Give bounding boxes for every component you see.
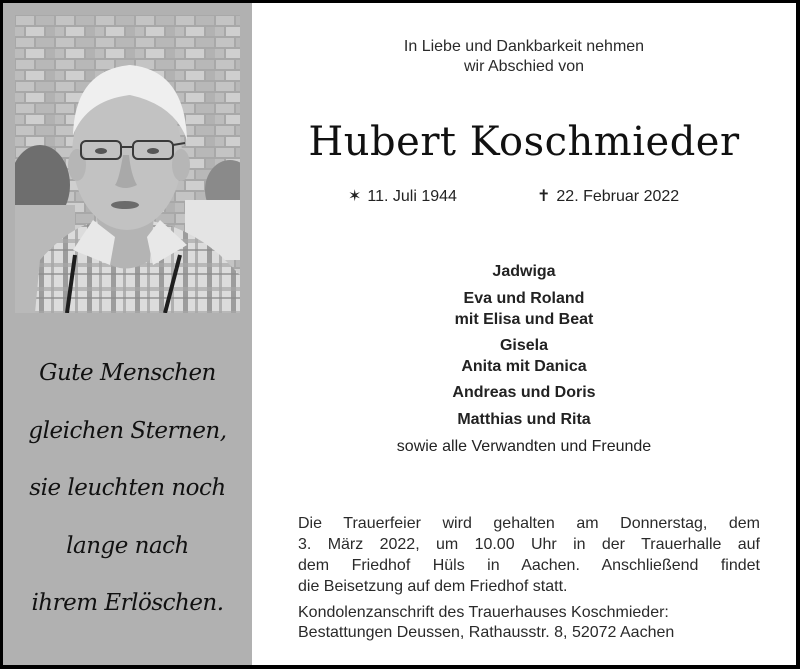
death-date-text: 22. Februar 2022 <box>556 188 680 205</box>
main-content <box>252 3 796 665</box>
mourner-line: Anita mit Danica <box>461 358 587 375</box>
funeral-details-line: 3. März 2022, um 10.00 Uhr in der Trauerhalle auf <box>298 536 760 553</box>
funeral-details-line: die Beisetzung auf dem Friedhof statt. <box>298 578 568 595</box>
quote-line: gleichen Sternen, <box>28 417 227 444</box>
birth-date-text: 11. Juli 1944 <box>367 188 457 205</box>
quote-line: ihrem Erlöschen. <box>31 590 224 616</box>
obituary-notice <box>3 3 796 665</box>
condolence-line-1: Kondolenzanschrift des Trauerhauses Koschmieder: <box>298 604 669 621</box>
mourner-group <box>252 382 796 403</box>
mourner-group <box>252 409 796 430</box>
portrait-photo <box>15 15 240 313</box>
mourner-line: Andreas und Doris <box>452 384 596 401</box>
deceased-name: Hubert Koschmieder <box>308 119 740 165</box>
mourner-line: Jadwiga <box>492 263 556 280</box>
quote-line: lange nach <box>66 532 189 559</box>
cross-icon: ✝ <box>537 188 551 205</box>
mourner-line: mit Elisa und Beat <box>454 311 594 328</box>
mourners-closing: sowie alle Verwandten und Freunde <box>396 438 652 455</box>
mourner-group <box>252 261 796 282</box>
funeral-details <box>298 513 760 597</box>
intro-line-1: In Liebe und Dankbarkeit nehmen <box>403 38 645 55</box>
quote-line: Gute Menschen <box>39 360 216 386</box>
portrait-photo-icon <box>15 15 240 313</box>
mourner-line: Gisela <box>499 337 549 354</box>
mourner-group <box>252 288 796 330</box>
intro-text <box>252 37 796 77</box>
death-date <box>537 187 679 207</box>
birth-date <box>348 187 457 207</box>
funeral-details-line: Die Trauerfeier wird gehalten am Donnerstag, dem <box>298 515 760 532</box>
sidebar <box>3 3 252 665</box>
mourner-line: Matthias und Rita <box>457 411 591 428</box>
intro-line-2: wir Abschied von <box>463 58 585 75</box>
mourner-line: Eva und Roland <box>463 290 585 307</box>
family-mourners <box>252 261 796 458</box>
mourner-group <box>252 335 796 377</box>
funeral-details-line: dem Friedhof Hüls in Aachen. Anschließend findet <box>298 557 760 574</box>
star-icon: ✶ <box>348 188 362 205</box>
quote-line: sie leuchten noch <box>29 475 226 501</box>
condolence-line-2: Bestattungen Deussen, Rathausstr. 8, 52072 Aachen <box>298 624 675 641</box>
memorial-quote <box>3 355 252 643</box>
condolence-address <box>298 603 768 643</box>
